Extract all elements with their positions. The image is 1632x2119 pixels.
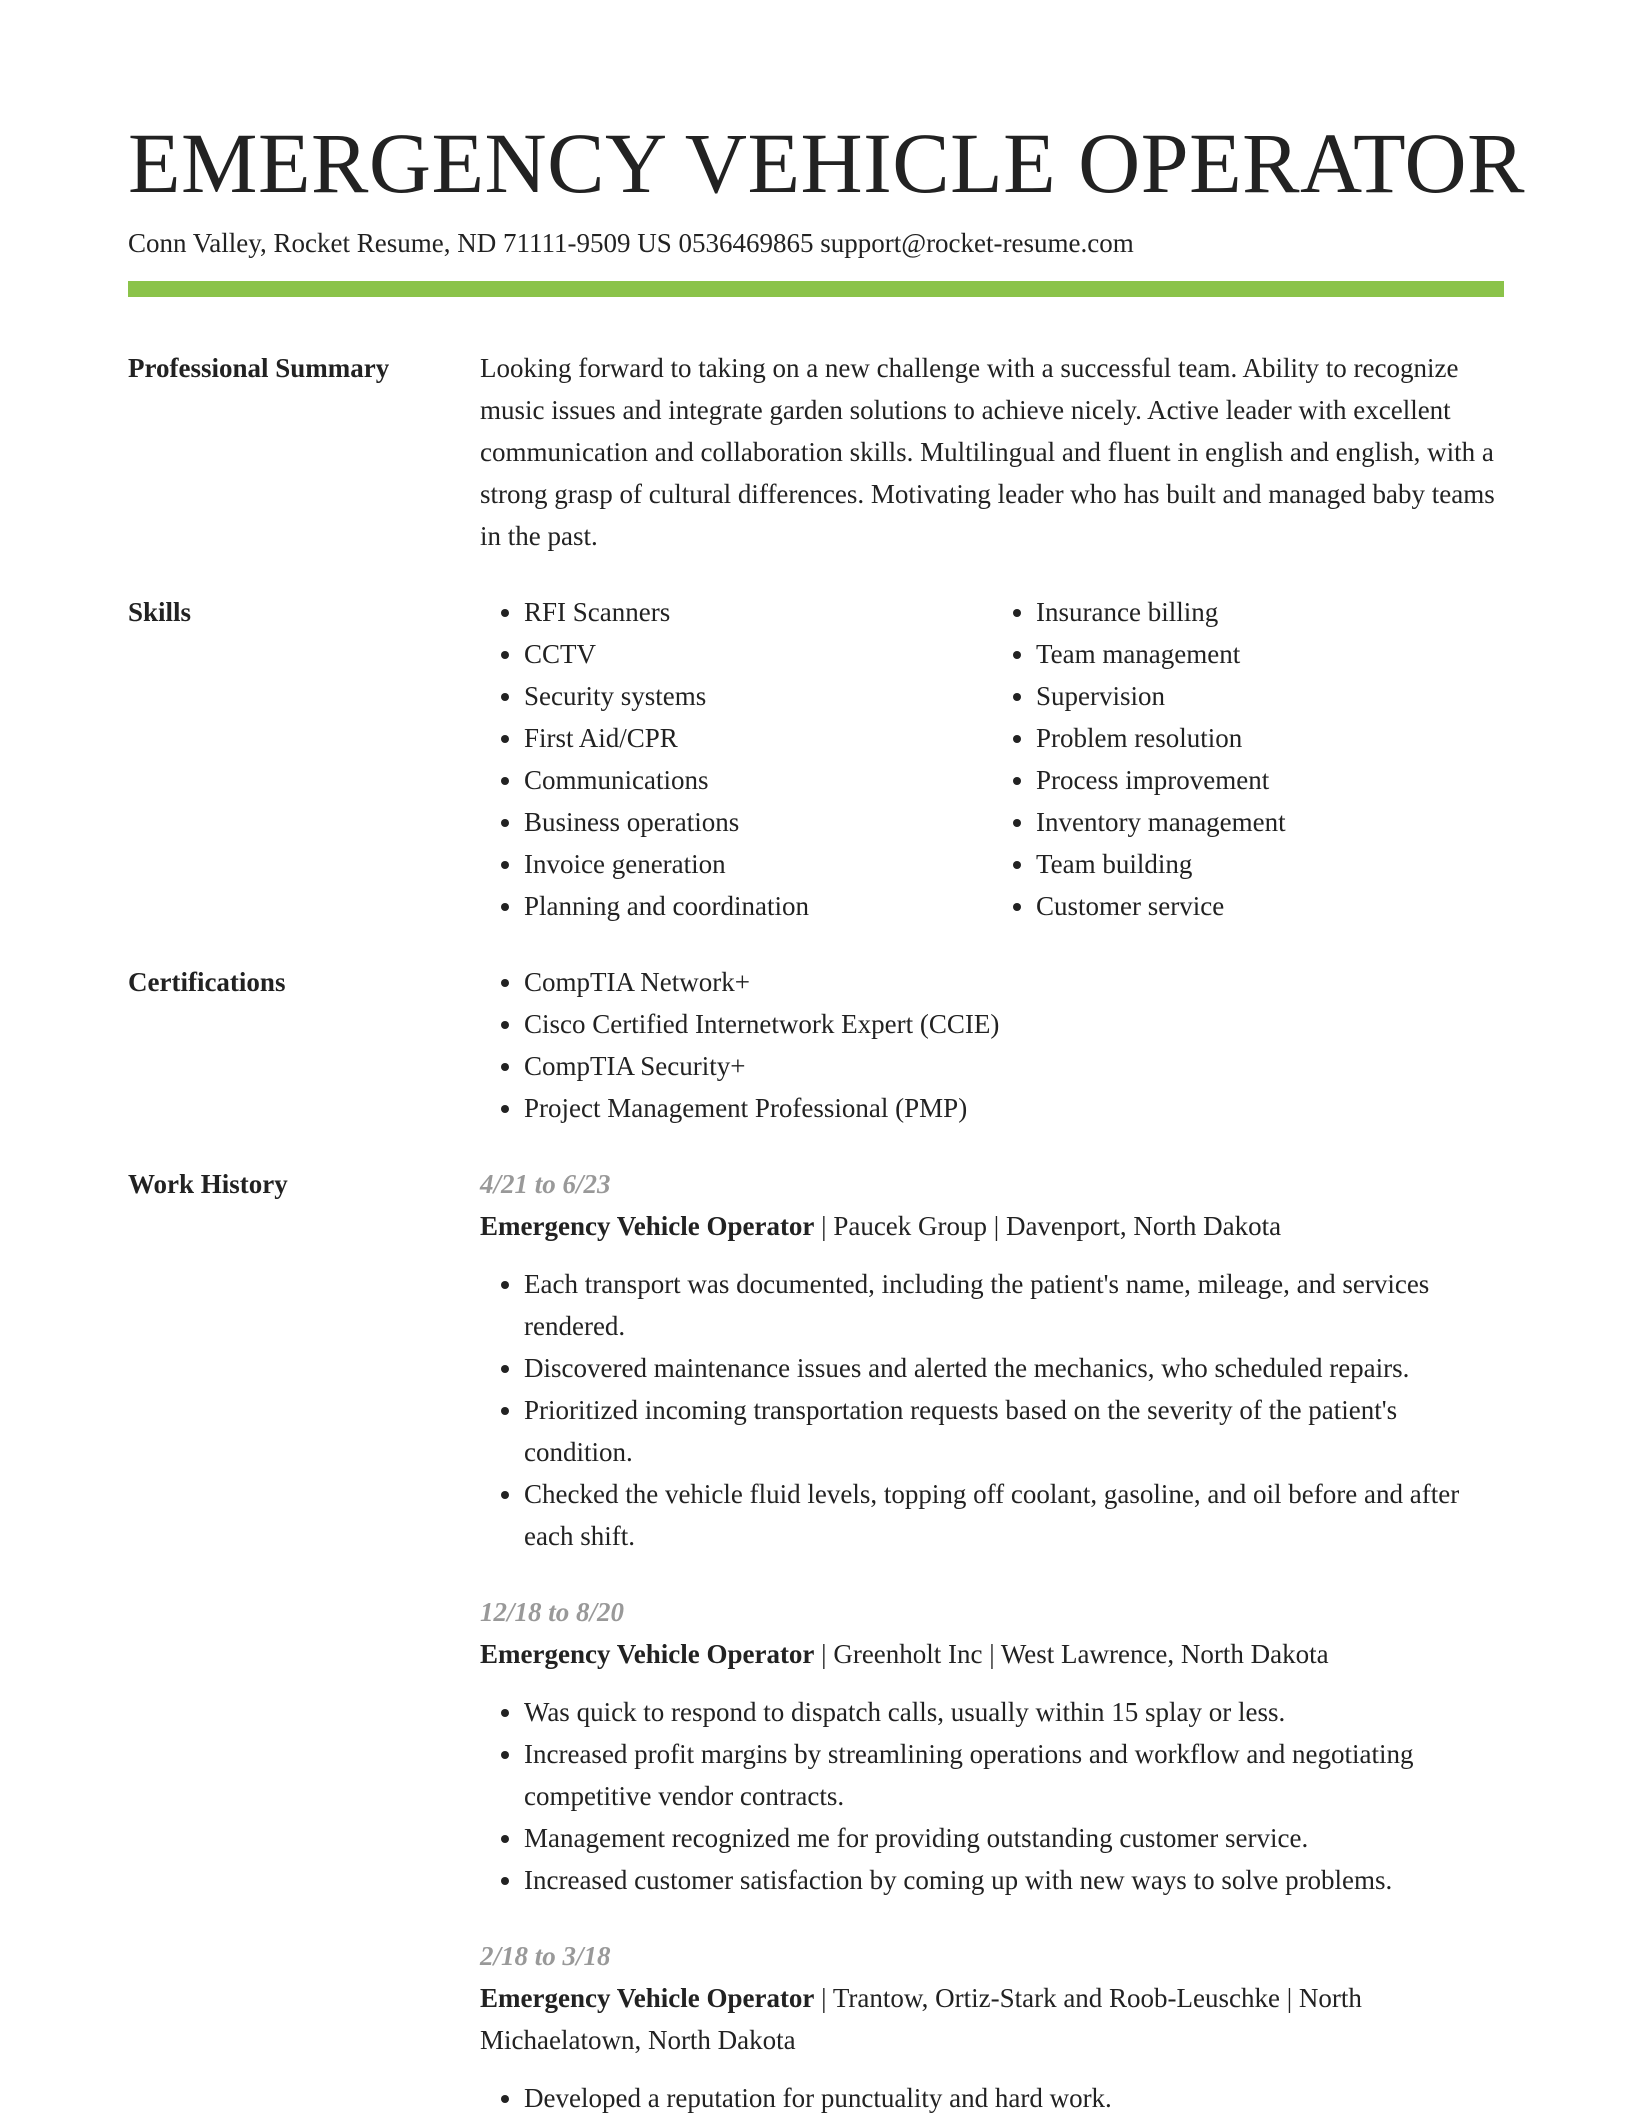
skill-item: • RFI Scanners xyxy=(524,591,992,633)
skill-item: • Problem resolution xyxy=(1036,717,1504,759)
job-heading xyxy=(480,1205,1504,1247)
job-bullet: • Was quick to respond to dispatch calls, usually within 15 splay or less. xyxy=(524,1691,1504,1733)
skills-list-left xyxy=(480,591,992,927)
skill-item: • CCTV xyxy=(524,633,992,675)
skill-item: • Process improvement xyxy=(1036,759,1504,801)
skill-item: • Security systems xyxy=(524,675,992,717)
job-bullets xyxy=(480,1263,1504,1557)
resume-name: EMERGENCY VEHICLE OPERATOR xyxy=(128,115,1526,211)
job-title: Emergency Vehicle Operator xyxy=(480,1983,815,2014)
header-divider xyxy=(128,281,1504,297)
section-title-certifications: Certifications xyxy=(128,967,286,998)
resume-page xyxy=(128,0,1526,2119)
job-title: Emergency Vehicle Operator xyxy=(480,1639,815,1670)
skill-item: • Team building xyxy=(1036,843,1504,885)
section-title-summary: Professional Summary xyxy=(128,353,390,384)
job-bullet: • Increased customer satisfaction by coming up with new ways to solve problems. xyxy=(524,1859,1504,1901)
job-bullet: • Developed a reputation for punctuality and hard work. xyxy=(524,2077,1504,2119)
job-bullet: • Management recognized me for providing outstanding customer service. xyxy=(524,1817,1504,1859)
skill-item: • Invoice generation xyxy=(524,843,992,885)
certifications-list xyxy=(480,961,1504,1129)
section-title-work-history: Work History xyxy=(128,1169,288,1200)
skill-item: • First Aid/CPR xyxy=(524,717,992,759)
skill-item: • Business operations xyxy=(524,801,992,843)
job-bullet: • Each transport was documented, including the patient's name, mileage, and services rendered. xyxy=(524,1263,1504,1347)
job-details: | Trantow, Ortiz-Stark and Roob-Leuschke | North Michaelatown, North Dakota xyxy=(480,1983,1362,2056)
skill-item: • Planning and coordination xyxy=(524,885,992,927)
job-bullet: • Prioritized incoming transportation requests based on the severity of the patient's condition. xyxy=(524,1389,1504,1473)
job-heading xyxy=(480,1977,1504,2061)
certification-item: • CompTIA Security+ xyxy=(524,1045,1504,1087)
work-history-section xyxy=(128,1163,1504,2119)
skill-item: • Insurance billing xyxy=(1036,591,1504,633)
summary-text: Looking forward to taking on a new challenge with a successful team. Ability to recognize music issues and integrate garden solutions to achieve nicely. Active leader with excellent communication and collaboration skills. Multilingual and fluent in english and english, with a strong grasp of cultural differences. Motivating leader who has built and managed baby teams in the past. xyxy=(480,353,1495,552)
skills-list-right xyxy=(992,591,1504,927)
job-bullet: • Discovered maintenance issues and alerted the mechanics, who scheduled repairs. xyxy=(524,1347,1504,1389)
job-bullet: • Increased profit margins by streamlining operations and workflow and negotiating competitive vendor contracts. xyxy=(524,1733,1504,1817)
job-entry xyxy=(480,1591,1504,1901)
job-heading xyxy=(480,1633,1504,1675)
summary-section xyxy=(128,347,1504,557)
job-bullet: • Checked the vehicle fluid levels, topping off coolant, gasoline, and oil before and after each shift. xyxy=(524,1473,1504,1557)
job-dates: 2/18 to 3/18 xyxy=(480,1941,611,1972)
job-details: | Greenholt Inc | West Lawrence, North Dakota xyxy=(814,1639,1329,1670)
section-title-skills: Skills xyxy=(128,597,192,628)
job-dates: 4/21 to 6/23 xyxy=(480,1169,611,1200)
job-title: Emergency Vehicle Operator xyxy=(480,1211,815,1242)
skill-item: • Team management xyxy=(1036,633,1504,675)
job-entry xyxy=(480,1935,1504,2119)
skill-item: • Inventory management xyxy=(1036,801,1504,843)
job-entry xyxy=(480,1163,1504,1557)
certification-item: • CompTIA Network+ xyxy=(524,961,1504,1003)
skill-item: • Customer service xyxy=(1036,885,1504,927)
skill-item: • Supervision xyxy=(1036,675,1504,717)
job-details: | Paucek Group | Davenport, North Dakota xyxy=(814,1211,1282,1242)
job-bullets xyxy=(480,1691,1504,1901)
skill-item: • Communications xyxy=(524,759,992,801)
certifications-section xyxy=(128,961,1504,1129)
certification-item: • Project Management Professional (PMP) xyxy=(524,1087,1504,1129)
contact-line: Conn Valley, Rocket Resume, ND 71111-9509 US 0536469865 support@rocket-resume.com xyxy=(128,228,1134,259)
job-dates: 12/18 to 8/20 xyxy=(480,1597,625,1628)
skills-section xyxy=(128,591,1504,927)
certification-item: • Cisco Certified Internetwork Expert (CCIE) xyxy=(524,1003,1504,1045)
job-bullets xyxy=(480,2077,1504,2119)
